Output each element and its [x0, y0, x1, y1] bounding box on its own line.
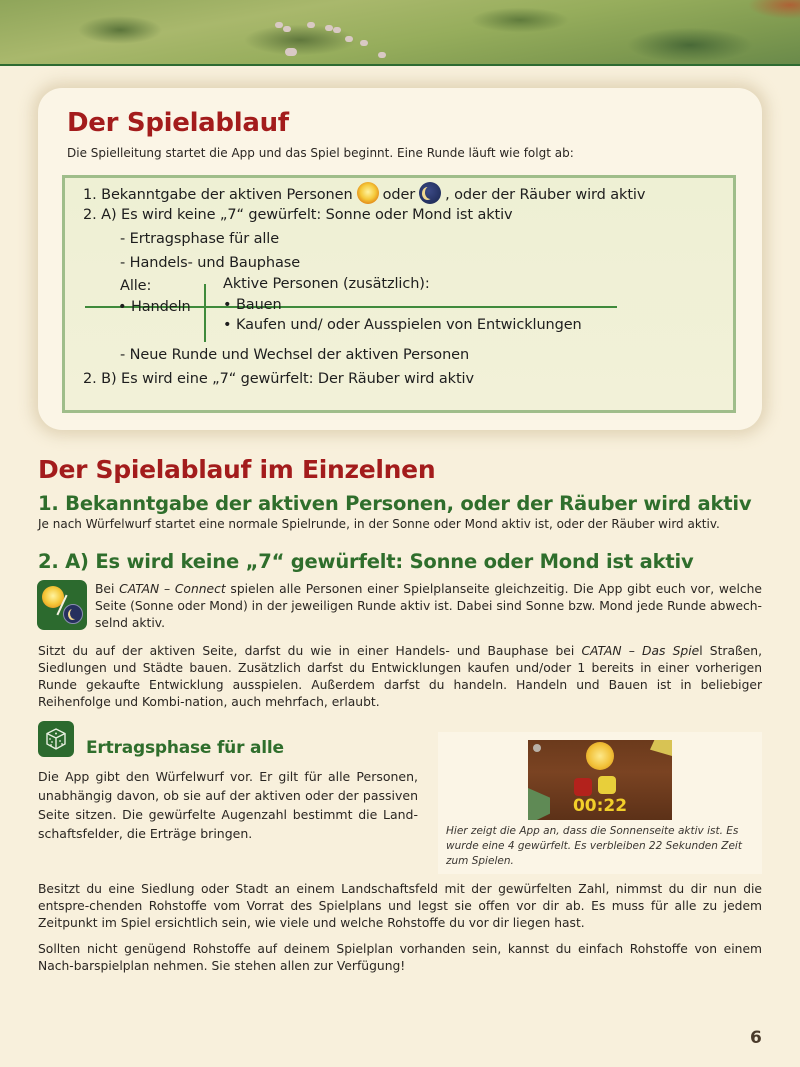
- dice-icon: [38, 721, 74, 757]
- yield-phase-text: Die App gibt den Würfelwurf vor. Er gilt für alle Personen, unabhängig davon, ob sie auf der aktiven oder der passiven Seite sitzen. Die gewürfelte Augenzahl bestimmt die Land-schaftsfelder, die Erträge bringen.: [38, 769, 418, 841]
- page-number: 6: [750, 1028, 762, 1048]
- yield-phase-heading: Ertragsphase für alle: [86, 738, 284, 758]
- table-active-item: • Kaufen und/ oder Ausspielen von Entwicklungen: [223, 317, 582, 333]
- overview-card: [38, 88, 762, 430]
- section2a-paragraph: Sitzt du auf der aktiven Seite, darfst du wie in einer Handels- und Bauphase bei CATAN – Das Spiel Straßen, Siedlungen und Städte bauen. Zusätzlich darfst du Entwicklungen kaufen und/oder 1 bereits in einer vorherigen Runde gekaufte Entwicklung ausspielen. Außerdem darfst du handeln. Handeln und Bauen ist in beliebiger Reihenfolge und Kombi-nation, auch mehrfach, erlaubt.: [38, 644, 762, 709]
- moon-icon: [419, 182, 441, 204]
- table-divider-vertical: [204, 284, 206, 342]
- flow-step-2a: 2. A) Es wird keine „7“ gewürfelt: Sonne oder Mond ist aktiv: [83, 207, 513, 223]
- sun-moon-icon: [37, 580, 87, 630]
- table-header-active: Aktive Personen (zusätzlich):: [223, 276, 430, 292]
- app-screenshot-figure: [438, 732, 762, 874]
- flow-step-2b: 2. B) Es wird eine „7“ gewürfelt: Der Räuber wird aktiv: [83, 371, 474, 387]
- flow-step-1: [83, 182, 645, 204]
- flow-step-2a-new-round: - Neue Runde und Wechsel der aktiven Personen: [120, 347, 470, 363]
- section1-heading: 1. Bekanntgabe der aktiven Personen, oder der Räuber wird aktiv: [38, 492, 752, 515]
- section2a-heading: 2. A) Es wird keine „7“ gewürfelt: Sonne oder Mond ist aktiv: [38, 550, 694, 573]
- clock-icon: [533, 744, 541, 752]
- header-divider: [0, 64, 800, 66]
- yellow-die: [598, 776, 616, 794]
- header-landscape-image: [0, 0, 800, 64]
- table-active-item: • Bauen: [223, 297, 282, 313]
- flow-step-1-or: oder: [382, 187, 416, 203]
- table-header-all: Alle:: [120, 278, 152, 294]
- red-die: [574, 778, 592, 796]
- flow-step-2a-yield: - Ertragsphase für alle: [120, 231, 280, 247]
- game-flow-box: [62, 175, 736, 413]
- app-screenshot-image: [528, 740, 672, 820]
- table-all-item: • Handeln: [118, 299, 191, 315]
- flow-step-1-suffix: , oder der Räuber wird aktiv: [445, 187, 646, 203]
- details-title: Der Spielablauf im Einzelnen: [38, 455, 436, 484]
- timer-display: 00:22: [572, 796, 628, 816]
- flow-step-2a-trade-build: - Handels- und Bauphase: [120, 255, 301, 271]
- sun-icon: [357, 182, 379, 204]
- figure-caption: Hier zeigt die App an, dass die Sonnenseite aktiv ist. Es wurde eine 4 gewürfelt. Es verbleiben 22 Sekunden Zeit zum Spielen.: [446, 825, 742, 867]
- intro-text: Die Spielleitung startet die App und das Spiel beginnt. Eine Runde läuft wie folgt ab:: [67, 146, 574, 160]
- resources-paragraph: Besitzt du eine Siedlung oder Stadt an einem Landschaftsfeld mit der gewürfelten Zahl, nimmst du dir nun die entspre-chenden Rohstoffe vom Vorrat des Spielplans und legst sie offen vor dir ab. Es muss für alle zu jedem Zeitpunkt im Spiel ersichtlich sein, wie viele und welche Rohstoffe du vor dir liegen hast.: [38, 882, 762, 930]
- flow-step-1-text: 1. Bekanntgabe der aktiven Personen: [83, 187, 353, 203]
- section1-text: Je nach Würfelwurf startet eine normale Spielrunde, in der Sonne oder Mond aktiv ist, oder der Räuber wird aktiv.: [38, 517, 720, 531]
- section2a-intro: Bei CATAN – Connect spielen alle Personen einer Spielplanseite gleichzeitig. Die App gibt euch vor, welche Seite (Sonne oder Mond) in der jeweiligen Runde aktiv ist. Dabei sind Sonne bzw. Mond jede Runde abwech-selnd aktiv.: [95, 582, 762, 630]
- section-title: Der Spielablauf: [67, 108, 289, 138]
- neighbor-paragraph: Sollten nicht genügend Rohstoffe auf deinem Spielplan vorhanden sein, kannst du einfach Rohstoffe von einem Nach-barspielplan nehmen. Sie stehen allen zur Verfügung!: [38, 942, 762, 973]
- sun-cup-icon: [586, 742, 614, 770]
